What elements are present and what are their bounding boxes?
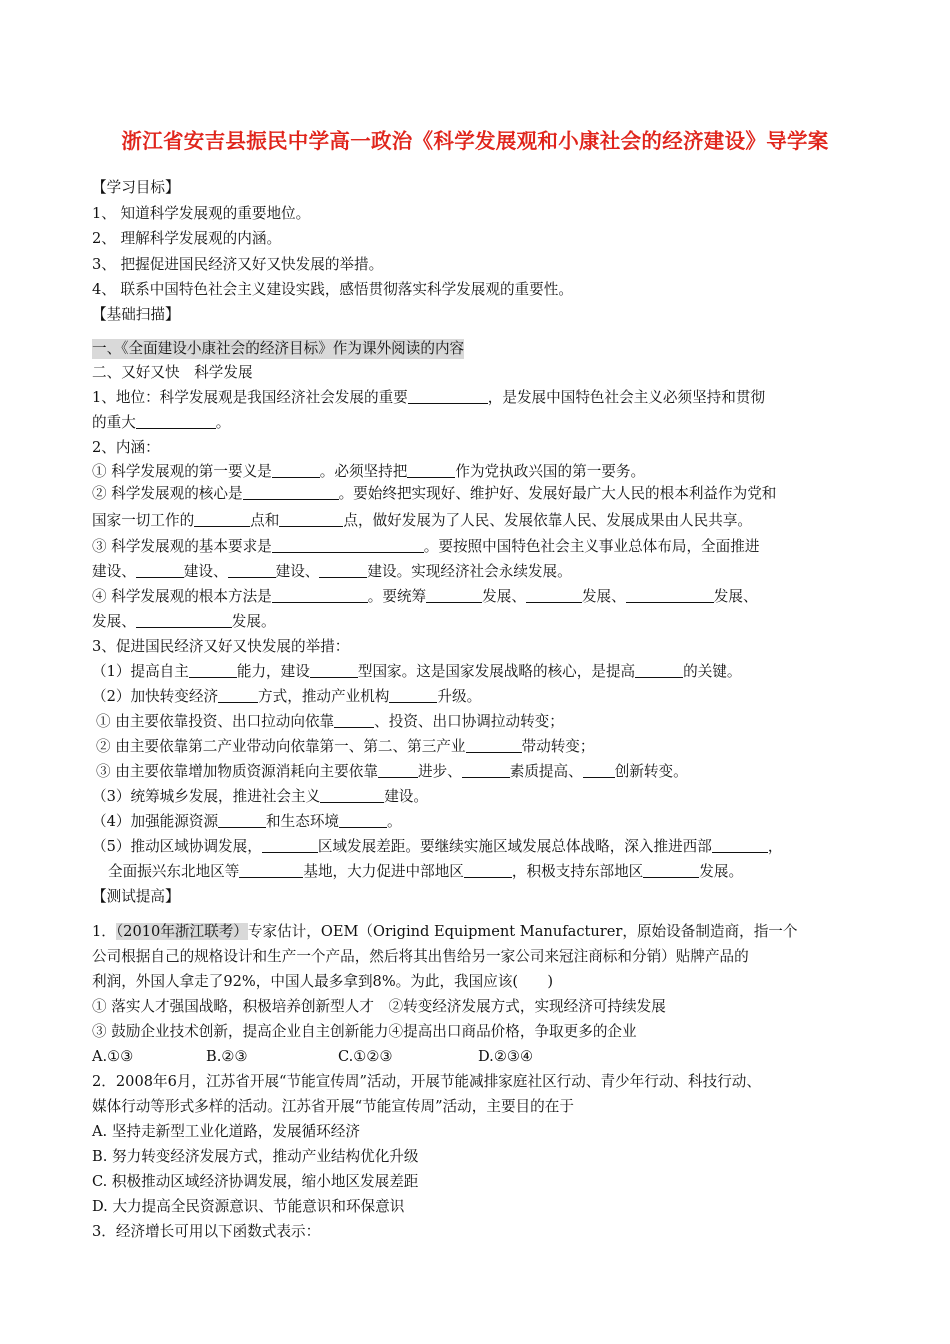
blank: [272, 588, 368, 603]
blank: [218, 688, 258, 703]
blank: [239, 863, 303, 878]
question-2-choice-c: C. 积极推动区域经济协调发展，缩小地区发展差距: [92, 1173, 419, 1190]
test-heading: 【测试提高】: [92, 888, 180, 905]
question-2-choice-a: A. 坚持走新型工业化道路，发展循环经济: [92, 1123, 360, 1140]
objective-item-2: 2、 理解科学发展观的内涵。: [92, 230, 282, 247]
blank: [408, 389, 488, 404]
blank: [272, 463, 320, 478]
objective-item-4: 4、 联系中国特色社会主义建设实践，感悟贯彻落实科学发展观的重要性。: [92, 281, 573, 298]
blank: [464, 863, 512, 878]
question-2-choice-d: D. 大力提高全民资源意识、节能意识和环保意识: [92, 1198, 405, 1215]
transform-2: ② 由主要依靠第二产业带动向依靠第一、第二、第三产业 带动转变；: [96, 738, 595, 755]
blank: [272, 538, 424, 553]
blank: [228, 563, 276, 578]
blank: [407, 463, 455, 478]
question-1-choice-a: A.①③: [92, 1048, 134, 1065]
section-two: 二、又好又快 科学发展: [92, 364, 253, 381]
position-line: 1、地位：科学发展观是我国经济社会发展的重要 ，是发展中国特色社会主义必须坚持和贯彻: [92, 389, 766, 406]
blank: [426, 588, 482, 603]
blank: [262, 838, 318, 853]
blank: [643, 863, 699, 878]
measures-heading: 3、促进国民经济又好又快发展的举措：: [92, 638, 350, 655]
blank: [378, 763, 418, 778]
blank: [319, 563, 367, 578]
blank: [462, 763, 510, 778]
question-1-choice-d: D.②③④: [478, 1048, 534, 1065]
blank: [279, 512, 343, 527]
blank: [136, 414, 216, 429]
measure-4: （4）加强能源资源 和生态环境 。: [92, 813, 402, 830]
question-1-choice-c: C.①②③: [338, 1048, 393, 1065]
question-1-choice-b: B.②③: [206, 1048, 248, 1065]
question-1-cont-2: 利润，外国人拿走了92%，中国人最多拿到8%。为此，我国应该( ): [92, 973, 554, 990]
question-2: 2．2008年6月，江苏省开展“节能宣传周”活动，开展节能减排家庭社区行动、青少年行动、科技行动、: [92, 1073, 761, 1090]
measure-5-cont: 全面振兴东北地区等 基地，大力促进中部地区 ，积极支持东部地区 发展。: [108, 863, 744, 880]
connotation-1: ① 科学发展观的第一要义是 。必须坚持把 作为党执政兴国的第一要务。: [92, 463, 646, 480]
blank: [389, 688, 437, 703]
measure-5: （5）推动区域协调发展， 区域发展差距。要继续实施区域发展总体战略，深入推进西部 ，: [92, 838, 783, 855]
measure-2: （2）加快转变经济 方式，推动产业机构 升级。: [92, 688, 482, 705]
blank: [194, 512, 250, 527]
measure-3: （3）统筹城乡发展，推进社会主义 建设。: [92, 788, 428, 805]
blank: [136, 613, 232, 628]
objective-item-1: 1、 知道科学发展观的重要地位。: [92, 205, 311, 222]
blank: [526, 588, 582, 603]
blank: [626, 588, 714, 603]
question-source: （2010年浙江联考）: [115, 923, 248, 940]
objective-item-3: 3、 把握促进国民经济又好又快发展的举措。: [92, 256, 384, 273]
question-1-option-line-1: ① 落实人才强国战略，积极培养创新型人才 ②转变经济发展方式，实现经济可持续发展: [92, 998, 666, 1015]
connotation-2-cont: 国家一切工作的 点和 点，做好发展为了人民、发展依靠人民、发展成果由人民共享。: [92, 512, 753, 529]
blank: [583, 763, 615, 778]
blank: [136, 563, 184, 578]
blank: [712, 838, 768, 853]
connotation-heading: 2、内涵：: [92, 439, 160, 456]
blank: [339, 813, 387, 828]
blank: [635, 663, 683, 678]
connotation-4: ④ 科学发展观的根本方法是 。要统筹 发展、 发展、 发展、: [92, 588, 758, 605]
position-line-cont: 的重大 。: [92, 414, 231, 431]
connotation-3: ③ 科学发展观的基本要求是 。要按照中国特色社会主义事业总体布局，全面推进: [92, 538, 760, 555]
question-1-option-line-2: ③ 鼓励企业技术创新，提高企业自主创新能力④提高出口商品价格，争取更多的企业: [92, 1023, 637, 1040]
blank: [189, 663, 237, 678]
page-title: 浙江省安吉县振民中学高一政治《科学发展观和小康社会的经济建设》导学案: [121, 129, 829, 153]
blank: [218, 813, 266, 828]
question-2-cont: 媒体行动等形式多样的活动。江苏省开展“节能宣传周”活动，主要目的在于: [92, 1098, 574, 1115]
transform-3: ③ 由主要依靠增加物质资源消耗向主要依靠 进步、 素质提高、 创新转变。: [96, 763, 688, 780]
connotation-4-cont: 发展、 发展。: [92, 613, 276, 630]
question-3: 3．经济增长可用以下函数式表示：: [92, 1223, 321, 1240]
blank: [243, 485, 339, 500]
connotation-2: ② 科学发展观的核心是 。要始终把实现好、维护好、发展好最广大人民的根本利益作为党和: [92, 485, 777, 502]
blank: [466, 738, 522, 753]
transform-1: ① 由主要依靠投资、出口拉动向依靠 、投资、出口协调拉动转变；: [96, 713, 564, 730]
section-one: 一、《全面建设小康社会的经济目标》作为课外阅读的内容: [92, 340, 465, 357]
objectives-heading: 【学习目标】: [92, 179, 180, 196]
blank: [320, 788, 384, 803]
blank: [310, 663, 358, 678]
basics-heading: 【基础扫描】: [92, 306, 180, 323]
blank: [334, 713, 374, 728]
connotation-3-cont: 建设、 建设、 建设、 建设。实现经济社会永续发展。: [92, 563, 572, 580]
question-1: 1．（2010年浙江联考）专家估计，OEM（Origind Equipment Manufacturer，原始设备制造商，指一个: [92, 923, 798, 940]
question-1-cont-1: 公司根据自己的规格设计和生产一个产品，然后将其出售给另一家公司来冠注商标和分销）贴牌产品的: [92, 948, 749, 965]
measure-1: （1）提高自主 能力，建设 型国家。这是国家发展战略的核心，是提高 的关键。: [92, 663, 742, 680]
question-2-choice-b: B. 努力转变经济发展方式，推动产业结构优化升级: [92, 1148, 419, 1165]
